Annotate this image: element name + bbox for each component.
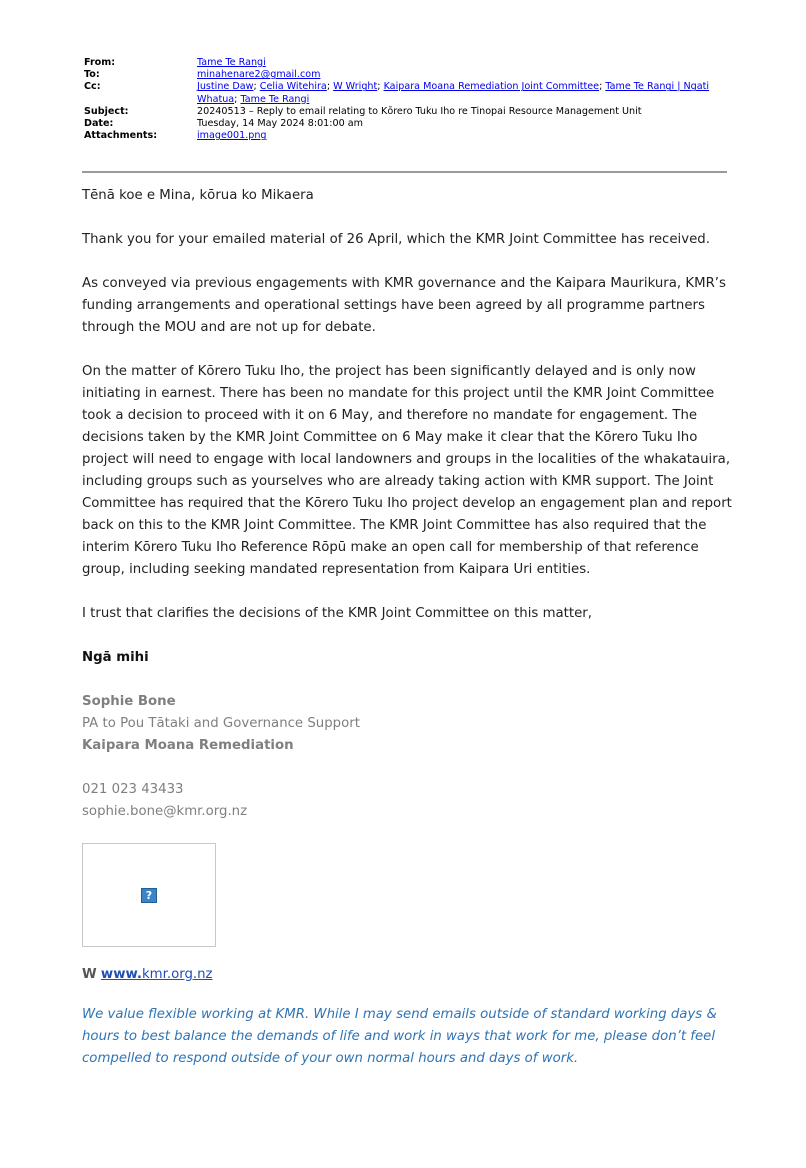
signature-phone: 021 023 43433 [82, 782, 184, 797]
subject-value: 20240513 – Reply to email relating to Kōrero Tuku Iho re Tinopai Resource Management Unit [197, 105, 642, 117]
from-row [84, 57, 729, 69]
cc-link[interactable]: Celia Witehira [259, 81, 327, 93]
missing-image-placeholder [82, 843, 216, 947]
greeting: Tēnā koe e Mina, kōrua ko Mikaera [82, 188, 314, 203]
date-row [84, 118, 729, 130]
paragraph-1: Thank you for your emailed material of 26 April, which the KMR Joint Committee has received. [82, 232, 710, 247]
web-prefix: www. [100, 967, 142, 982]
website-line [82, 964, 213, 986]
date-value: Tuesday, 14 May 2024 8:01:00 am [197, 118, 363, 130]
attachment-link[interactable]: image001.png [197, 130, 267, 142]
paragraph-2: As conveyed via previous engagements with KMR governance and the Kaipara Maurikura, KMR’s funding arrangements and operational settings have been agreed by all programme partners through the MOU and are not up for debate. [82, 276, 726, 335]
paragraph-3: On the matter of Kōrero Tuku Iho, the project has been significantly delayed and is only now initiating in earnest. There has been no mandate for this project until the KMR Joint Committee took a decision to proceed with it on 6 May, and therefore no mandate for engagement. The decisions taken by the KMR Joint Committee on 6 May make it clear that the Kōrero Tuku Iho project will need to engage with local landowners and groups in the localities of the whakatauira, including groups such as yourselves who are already taking action with KMR support. The Joint Committee has required that the Kōrero Tuku Iho project develop an engagement plan and report back on this to the KMR Joint Committee. The KMR Joint Committee has also required that the interim Kōrero Tuku Iho Reference Rōpū make an open call for membership of that reference group, including seeking mandated representation from Kaipara Uri entities. [82, 364, 732, 577]
date-label: Date: [84, 118, 114, 130]
paragraph-4: I trust that clarifies the decisions of the KMR Joint Committee on this matter, [82, 606, 592, 621]
cc-link[interactable]: Justine Daw [197, 81, 254, 93]
cc-link[interactable]: Tame Te Rangi | Ngati Whatua [197, 81, 710, 105]
subject-label: Subject: [84, 105, 129, 117]
email-header [84, 57, 729, 142]
cc-row [84, 81, 729, 105]
from-label: From: [84, 57, 116, 68]
to-row [84, 69, 729, 81]
website-link[interactable] [101, 967, 213, 982]
subject-row [84, 106, 729, 118]
cc-link[interactable]: W Wright [333, 81, 378, 93]
to-link[interactable]: minahenare2@gmail.com [197, 69, 321, 81]
flexible-working-note: We value flexible working at KMR. While I may send emails outside of standard working days & hours to best balance the demands of life and work in ways that work for me, please don’t feel compelled to respond outside of your own normal hours and days of work. [82, 1007, 717, 1066]
cc-label: Cc: [84, 81, 101, 93]
attachments-row [84, 130, 729, 142]
missing-image-icon: ? [141, 888, 157, 903]
signoff: Ngā mihi [82, 650, 149, 665]
to-label: To: [84, 69, 100, 81]
signature-name: Sophie Bone [82, 694, 176, 709]
signature-role: PA to Pou Tātaki and Governance Support [82, 716, 360, 731]
email-body [82, 185, 732, 823]
cc-list: Justine Daw; Celia Witehira; W Wright; Kaipara Moana Remediation Joint Committee; Tame Te Rangi | Ngati Whatua; Tame Te Rangi [197, 81, 710, 105]
header-divider [82, 171, 727, 173]
web-label: W [82, 967, 97, 982]
signature-email: sophie.bone@kmr.org.nz [82, 804, 248, 819]
attachments-label: Attachments: [84, 130, 158, 142]
from-link[interactable]: Tame Te Rangi [197, 57, 266, 68]
cc-link[interactable]: Kaipara Moana Remediation Joint Committee [383, 81, 600, 93]
signature-org: Kaipara Moana Remediation [82, 738, 294, 753]
cc-link[interactable]: Tame Te Rangi [240, 93, 310, 105]
web-domain: kmr.org.nz [141, 967, 213, 982]
